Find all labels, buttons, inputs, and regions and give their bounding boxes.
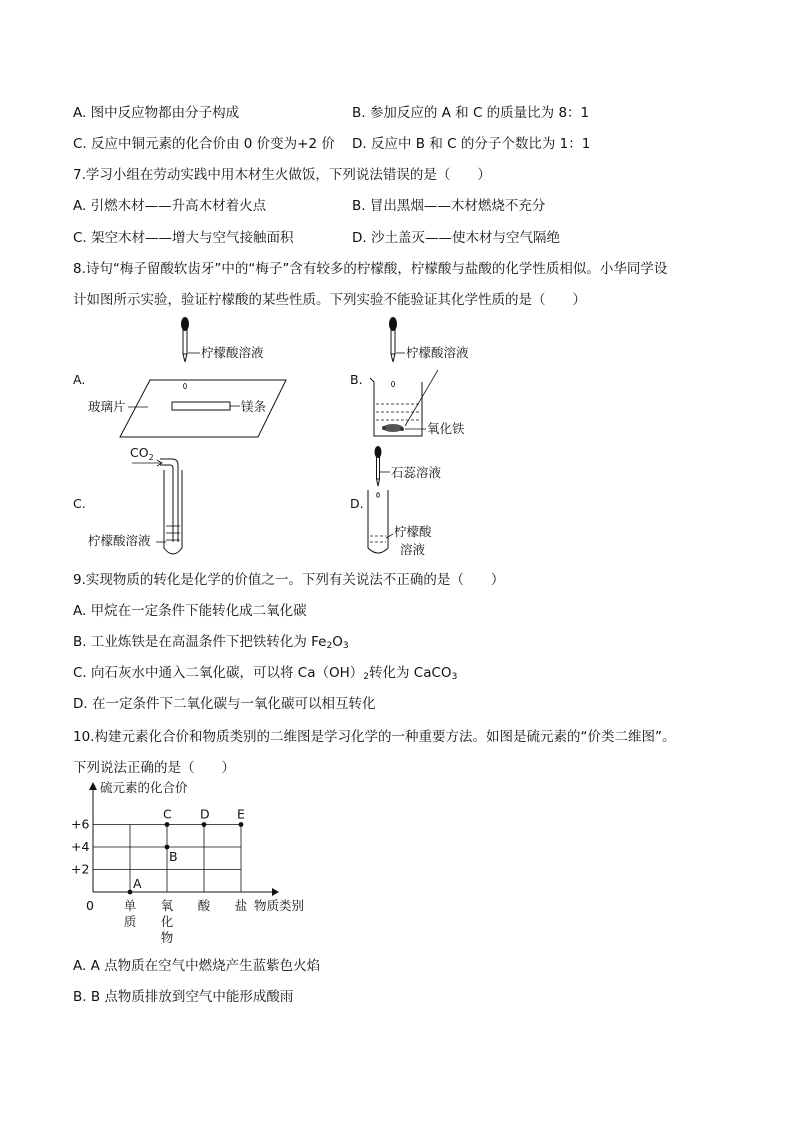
q8-fig-a-glass-label: 玻璃片 — [88, 399, 126, 414]
data-point-label: D — [200, 806, 210, 822]
data-point-A — [128, 890, 133, 895]
beaker-icon — [370, 378, 422, 436]
q8-fig-c-label: C. — [73, 496, 86, 511]
q10-stem-line2: 下列说法正确的是（ ） — [73, 760, 235, 776]
data-point-label: B — [169, 849, 178, 864]
q10-option-b: B. B 点物质排放到空气中能形成酸雨 — [73, 989, 294, 1005]
q8-experiment-figure — [60, 312, 530, 560]
q8-fig-a-dropper-label: 柠檬酸溶液 — [201, 345, 264, 360]
y-axis-arrow — [89, 782, 97, 790]
q8-fig-a-label: A. — [73, 372, 86, 387]
x-axis-label: 物质类别 — [254, 898, 305, 913]
q6-option-b: B. 参加反应的 A 和 C 的质量比为 8：1 — [352, 105, 590, 121]
q10-option-a: A. A 点物质在空气中燃烧产生蓝紫色火焰 — [73, 958, 321, 974]
data-point-label: C — [163, 806, 172, 822]
x-category-label: 单质 — [123, 898, 137, 929]
q6-option-a: A. 图中反应物都由分子构成 — [73, 105, 240, 121]
q9-stem: 9.实现物质的转化是化学的价值之一。下列有关说法不正确的是（ ） — [73, 572, 505, 588]
q8-fig-a-strip-label: 镁条 — [241, 399, 267, 414]
q8-fig-d-liquid-label-2: 溶液 — [400, 542, 426, 557]
y-tick-label: 0 — [86, 898, 94, 913]
x-category-label: 盐 — [234, 898, 248, 913]
q7-option-c: C. 架空木材——增大与空气接触面积 — [73, 230, 294, 246]
q7-stem: 7.学习小组在劳动实践中用木材生火做饭，下列说法错误的是（ ） — [73, 167, 491, 183]
y-tick-label: +6 — [71, 816, 90, 832]
test-tube-icon — [160, 459, 182, 554]
q6-option-c: C. 反应中铜元素的化合价由 0 价变为+2 价 — [73, 136, 335, 152]
test-tube-icon — [368, 490, 388, 553]
q8-fig-d-dropper-label: 石蕊溶液 — [391, 465, 442, 480]
dropper-icon — [181, 317, 189, 389]
dropper-icon — [389, 317, 397, 387]
sulfur-valence-chart — [66, 778, 316, 948]
q8-fig-b-label: B. — [350, 372, 363, 387]
q7-option-b: B. 冒出黑烟——木材燃烧不充分 — [352, 198, 546, 214]
data-point-E — [239, 822, 244, 827]
y-tick-label: +2 — [71, 861, 90, 877]
q9-option-a: A. 甲烷在一定条件下能转化成二氧化碳 — [73, 603, 307, 619]
q10-stem-line1: 10.构建元素化合价和物质类别的二维图是学习化学的一种重要方法。如图是硫元素的“价类二维图”。 — [73, 729, 676, 745]
data-point-D — [202, 822, 207, 827]
y-tick-label: +4 — [71, 839, 90, 854]
q9-option-d: D. 在一定条件下二氧化碳与一氧化碳可以相互转化 — [73, 696, 376, 712]
q9-option-c: C. 向石灰水中通入二氧化碳，可以将 $Ca(OH)_2$转化为 CaCO$_3$ — [73, 665, 458, 682]
x-axis-arrow — [272, 888, 279, 896]
q8-fig-c-liquid-label: 柠檬酸溶液 — [88, 533, 151, 548]
q8-fig-b-solid-label: 氧化铁 — [427, 421, 465, 436]
data-point-label: A — [133, 876, 142, 891]
q8-stem-line2: 计如图所示实验，验证柠檬酸的某些性质。下列实验不能验证其化学性质的是（ ） — [73, 292, 586, 308]
data-point-C — [165, 822, 170, 827]
data-point-label: E — [237, 806, 245, 822]
q8-fig-d-label: D. — [350, 496, 364, 511]
q7-option-d: D. 沙土盖灭——使木材与空气隔绝 — [352, 230, 560, 246]
q9-option-b: B. 工业炼铁是在高温条件下把铁转化为 $Fe_2O_3$ — [73, 634, 349, 651]
x-category-label: 酸 — [197, 898, 211, 913]
magnesium-strip-icon — [172, 402, 230, 410]
q6-option-d: D. 反应中 B 和 C 的分子个数比为 1：1 — [352, 136, 591, 152]
y-axis-label: 硫元素的化合价 — [100, 780, 188, 795]
q7-option-a: A. 引燃木材——升高木材着火点 — [73, 198, 267, 214]
q8-stem-line1: 8.诗句“梅子留酸软齿牙”中的“梅子”含有较多的柠檬酸，柠檬酸与盐酸的化学性质相似。小华同学设 — [73, 261, 668, 277]
q8-fig-c-gas-label: $CO_2$ — [130, 445, 154, 462]
q8-fig-b-dropper-label: 柠檬酸溶液 — [406, 345, 469, 360]
x-category-label: 氧化物 — [160, 898, 174, 945]
q8-fig-d-liquid-label-1: 柠檬酸 — [394, 524, 432, 539]
